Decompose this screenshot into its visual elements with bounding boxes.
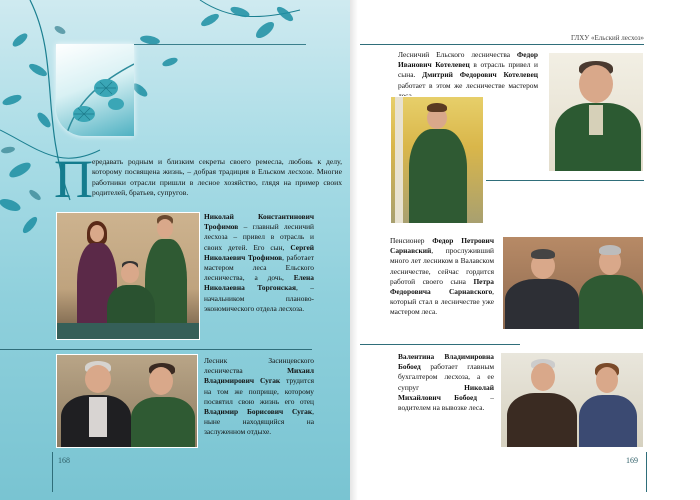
caption-text: , который стал в лесничестве уже мастером леса.	[390, 287, 494, 317]
caption-text: в отрасль привел и сына.	[398, 60, 538, 80]
caption-text: Лесничий Ельского лесничества	[398, 50, 517, 59]
photo-sarnavsky	[502, 236, 644, 330]
caption-sugak	[204, 356, 314, 438]
caption-trofimov	[204, 212, 314, 314]
section-divider	[486, 180, 644, 181]
caption-text: , ныне находящийся на заслуженном отдыхе.	[204, 407, 314, 437]
section-divider	[0, 349, 312, 350]
hero-image	[56, 44, 134, 136]
name-dmitry-kotelevets: Дмитрий Федорович Котелевец	[422, 70, 538, 80]
caption-text: работает главным бухгалтером лесхоза, а ее супруг	[398, 362, 494, 392]
book-spine-shadow	[350, 0, 358, 500]
caption-sarnavsky	[390, 236, 494, 318]
page-edge-rule	[52, 452, 53, 492]
photo-boboed	[500, 352, 644, 448]
caption-kotelevets	[398, 50, 538, 101]
caption-text: – главный лесничий лесхоза – привел в отрасль и своих детей. Его сын,	[204, 222, 314, 252]
page-edge-rule	[646, 452, 647, 492]
section-divider	[360, 344, 520, 345]
caption-text: Пенсионер	[390, 236, 433, 245]
drop-cap: П	[54, 149, 93, 209]
header-rule	[360, 44, 644, 45]
running-header: ГЛХУ «Ельский лесхоз»	[570, 34, 644, 42]
name-fedor-sarnavsky: Федор Петрович Сарнавский	[390, 236, 494, 256]
name-petr-sarnavsky: Петра Федоровича Сарнавского	[390, 276, 494, 297]
name-vladimir-sugak: Владимир Борисович Сугак	[204, 407, 313, 417]
name-elena-torgonskaya: Елена Николаевна Торгонская	[204, 273, 314, 293]
caption-text: – водителем на вывозке леса.	[398, 392, 494, 413]
hero-divider	[134, 44, 306, 45]
name-nikolay-boboed: Николай Михайлович Бобоед	[398, 382, 494, 402]
page-number-right: 169	[626, 456, 638, 465]
caption-text: , работает мастером леса Ельского лесничества, а дочь,	[204, 252, 314, 283]
caption-text: , – начальником планово-экономического отдела лесхоза.	[204, 283, 314, 313]
caption-text: , прослуживший много лет лесником в Валавском лесничестве, сейчас гордится работой своего сына	[390, 246, 494, 286]
name-valentina-boboed: Валентина Владимировна Бобоед	[398, 352, 494, 372]
photo-fedor-kotelevets	[548, 52, 644, 172]
caption-text: работает в этом же лесничестве мастером	[398, 80, 538, 90]
page-number-left: 168	[58, 456, 70, 465]
intro-paragraph: ередавать родным и близким секреты своего ремесла, любовь к делу, которому посвящена жизнь, – добрая традиция в Ельском лесхозе. Многие работники отрасли пришли в лесное хозяйство, глядя на пример своих родителей, братьев, супругов.	[92, 157, 342, 198]
photo-trofimov-family	[56, 212, 200, 340]
name-sergey-trofimov: Сергей Николаевич Трофимов	[204, 242, 314, 262]
photo-sugak	[56, 354, 198, 448]
caption-text: трудится на том же поприще, которому посвятил свою жизнь его отец	[204, 376, 314, 406]
name-mikhail-sugak: Михаил Владимирович Сугак	[204, 366, 314, 386]
photo-dmitry-kotelevets	[390, 96, 484, 224]
name-fedor-kotelevets: Федор Иванович Котелевец	[398, 50, 538, 70]
name-nikolay-trofimov: Николай Константинович Трофимов	[204, 212, 314, 232]
caption-boboed	[398, 352, 494, 413]
caption-text: Лесник Засинцевского лесничества	[204, 356, 314, 376]
